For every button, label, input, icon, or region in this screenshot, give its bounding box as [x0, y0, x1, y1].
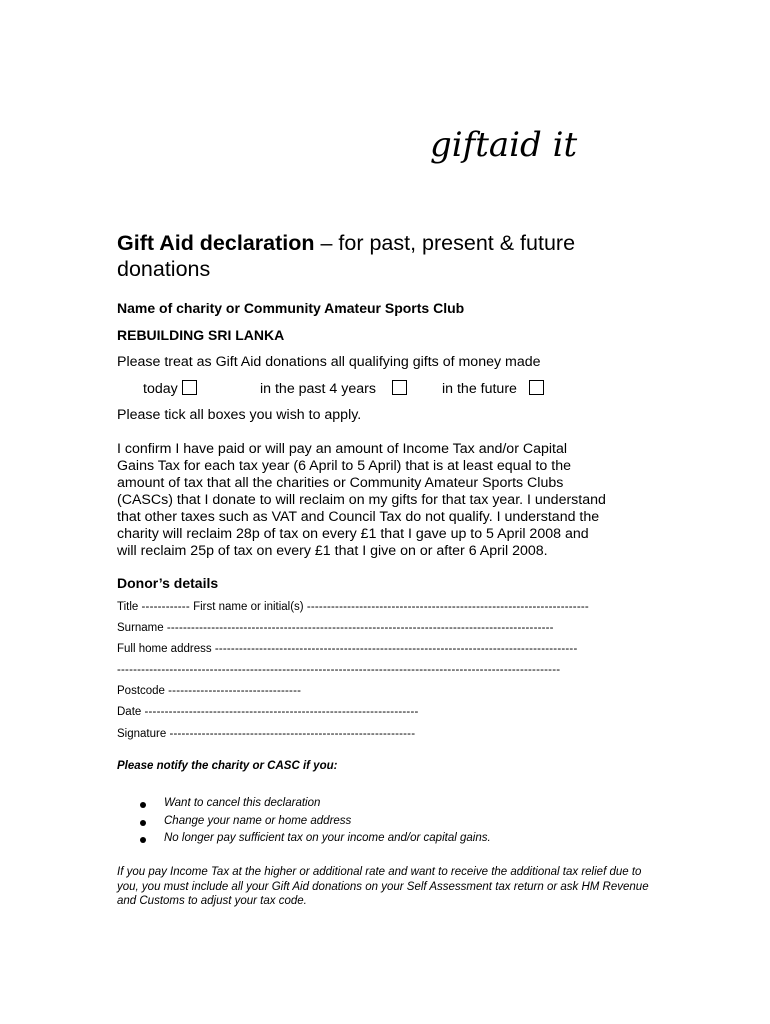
list-item-text: No longer pay sufficient tax on your income and/or capital gains.	[164, 832, 491, 844]
field-date[interactable]	[117, 706, 419, 718]
giftaid-logo-graphic	[430, 118, 630, 188]
donor-heading: Donor’s details	[117, 575, 219, 591]
confirm-line: charity will reclaim 28p of tax on every £1 that I gave up to 5 April 2008 and	[117, 526, 589, 542]
confirm-line: Gains Tax for each tax year (6 April to 5 April) that is at least equal to the	[117, 458, 571, 474]
option-past	[260, 380, 407, 397]
option-past-label: in the past 4 years	[260, 381, 376, 397]
list-item	[140, 815, 491, 833]
notify-heading: Please notify the charity or CASC if you:	[117, 760, 338, 772]
checkbox-future[interactable]	[529, 380, 544, 395]
option-today-label: today	[143, 381, 178, 397]
charity-label: Name of charity or Community Amateur Sports Club	[117, 300, 465, 316]
list-item	[140, 797, 491, 815]
giftaid-it-logo	[430, 118, 630, 188]
list-item-text: Want to cancel this declaration	[164, 797, 321, 809]
footnote: If you pay Income Tax at the higher or additional rate and want to receive the additional tax relief due to you, you must include all your Gift Aid donations on your Self Assessment tax return or ask HM Revenue and Customs to adjust your tax code.	[117, 866, 649, 907]
treat-text: Please treat as Gift Aid donations all qualifying gifts of money made	[117, 354, 541, 370]
dash-line: --------------------------------------------------------------------------------------------------------------	[117, 664, 561, 676]
field-postcode[interactable]	[117, 685, 301, 697]
charity-name: REBUILDING SRI LANKA	[117, 327, 285, 343]
confirm-paragraph	[117, 441, 662, 560]
dash-line: ----------------------------------------------------------------------	[306, 601, 589, 613]
field-title-label: Title	[117, 601, 139, 613]
title-rest: – for past, present & future donations	[117, 231, 576, 281]
field-signature-label: Signature	[117, 728, 167, 740]
field-postcode-label: Postcode	[117, 685, 165, 697]
field-firstname-label: First name or initial(s)	[193, 601, 304, 613]
list-item-text: Change your name or home address	[164, 814, 352, 827]
dash-line: ------------------------------------------------------------------------------------------------	[166, 622, 554, 634]
field-signature[interactable]	[117, 728, 415, 740]
dash-line: -------------------------------------------------------------	[169, 728, 416, 740]
logo-text: giftaid it	[430, 125, 578, 165]
option-future-label: in the future	[442, 381, 517, 397]
field-address-line2[interactable]	[117, 664, 560, 676]
confirm-line: I confirm I have paid or will pay an amount of Income Tax and/or Capital	[117, 441, 568, 457]
bullet-icon	[140, 802, 146, 808]
confirm-line: (CASCs) that I donate to will reclaim on my gifts for that tax year. I understand	[117, 492, 606, 508]
field-title-firstname[interactable]	[117, 601, 589, 613]
field-surname[interactable]	[117, 622, 554, 634]
dash-line: --------------------------------------------------------------------	[144, 706, 419, 718]
page-title	[117, 230, 637, 282]
confirm-line: that other taxes such as VAT and Council Tax do not qualify. I understand the	[117, 509, 600, 525]
option-future	[442, 380, 544, 397]
bullet-icon	[140, 837, 146, 843]
notify-list	[140, 797, 491, 850]
confirm-line: will reclaim 25p of tax on every £1 that I give on or after 6 April 2008.	[117, 543, 548, 559]
field-surname-label: Surname	[117, 622, 164, 634]
field-address-label: Full home address	[117, 643, 212, 655]
tick-text: Please tick all boxes you wish to apply.	[117, 407, 362, 423]
dash-line: ---------------------------------	[168, 685, 302, 697]
confirm-line: amount of tax that all the charities or Community Amateur Sports Clubs	[117, 475, 564, 491]
dash-line: ------------	[141, 601, 190, 613]
checkbox-today[interactable]	[182, 380, 197, 395]
list-item	[140, 832, 491, 850]
field-address[interactable]	[117, 643, 577, 655]
option-today	[143, 380, 197, 397]
title-bold: Gift Aid declaration	[117, 231, 315, 255]
field-date-label: Date	[117, 706, 142, 718]
bullet-icon	[140, 820, 146, 826]
dash-line: ------------------------------------------------------------------------------------------	[214, 643, 578, 655]
checkbox-past[interactable]	[392, 380, 407, 395]
